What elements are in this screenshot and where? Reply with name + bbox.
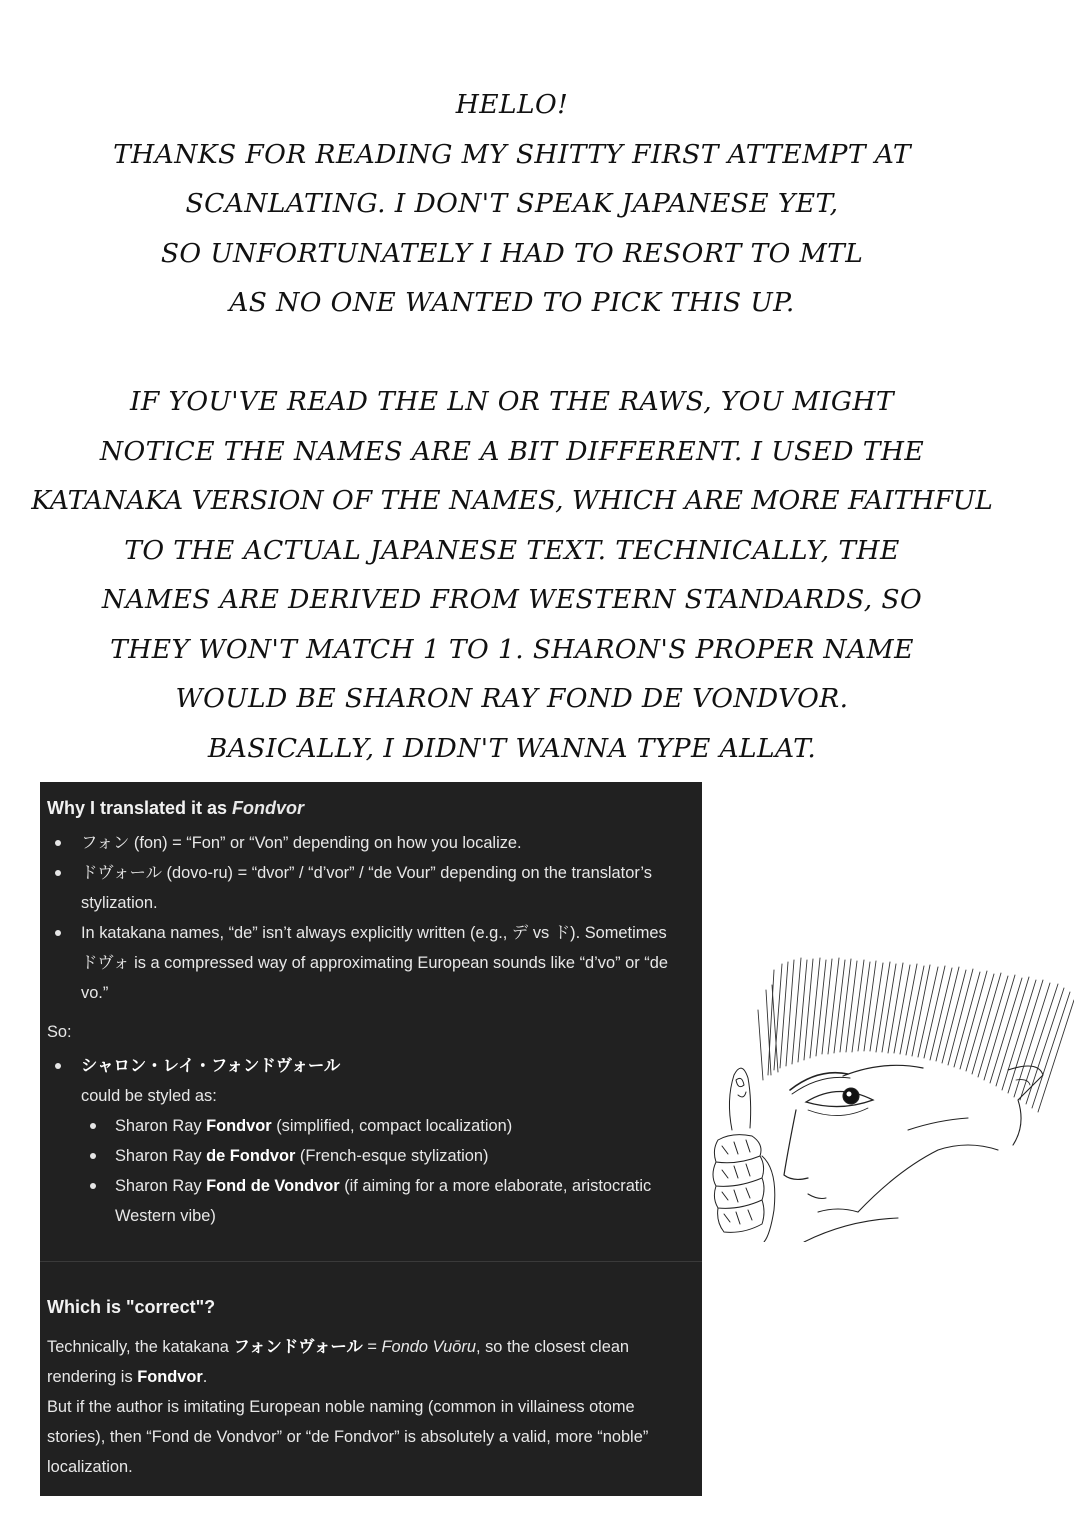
bullet-icon: [90, 1183, 96, 1189]
note-line: SCANLATING. I DON'T SPEAK JAPANESE YET,: [185, 188, 839, 219]
bullet-icon: [55, 870, 61, 876]
bullet-text: vo.”: [81, 984, 109, 1002]
paragraph-gap: [0, 328, 1024, 378]
text: Technically, the katakana: [47, 1338, 234, 1356]
bullet-icon: [55, 840, 61, 846]
bullet-icon: [55, 930, 61, 936]
text: rendering is: [47, 1368, 138, 1386]
option-prefix: Sharon Ray: [115, 1117, 207, 1135]
note-line: SO UNFORTUNATELY I HAD TO RESORT TO MTL: [160, 237, 864, 269]
section-divider: [40, 1261, 702, 1262]
heading-emphasis: Fondvor: [232, 798, 305, 818]
name-option-cont: Western vibe): [115, 1207, 216, 1225]
bullet-text: ドヴォール (dovo-ru) = “dvor” / “d’vor” / “de Vour” depending on the translator’s: [81, 864, 652, 882]
bullet-icon: [90, 1153, 96, 1159]
heading-text: Why I translated it as: [47, 798, 233, 818]
bullet-text: ドヴォ is a compressed way of approximating European sounds like “d’vo” or “de: [81, 954, 668, 972]
option-bold: Fond de Vondvor: [206, 1177, 340, 1195]
note-line: KATANAKA VERSION OF THE NAMES, WHICH ARE MORE FAITHFUL: [31, 485, 993, 516]
paragraph-line: localization.: [47, 1458, 133, 1476]
note-line: NAMES ARE DERIVED FROM WESTERN STANDARDS, SO: [101, 584, 923, 615]
bullet-text: stylization.: [81, 894, 158, 912]
bullet-icon: [90, 1123, 96, 1129]
note-line: WOULD BE SHARON RAY FOND DE VONDVOR.: [175, 683, 849, 714]
note-line: NOTICE THE NAMES ARE A BIT DIFFERENT. I USED THE: [99, 435, 925, 467]
name-option: [115, 1171, 651, 1201]
paragraph-line: [47, 1332, 629, 1362]
sketch-face-illustration: [708, 950, 1074, 1242]
chat-screenshot: [40, 782, 702, 1496]
paragraph-line: [47, 1362, 207, 1392]
note-line: THANKS FOR READING MY SHITTY FIRST ATTEMPT AT: [113, 138, 911, 170]
bullet-icon: [55, 1063, 61, 1069]
bullet-text: フォン (fon) = “Fon” or “Von” depending on how you localize.: [81, 834, 522, 852]
option-bold: Fondvor: [206, 1117, 272, 1135]
note-line: BASICALLY, I DIDN'T WANNA TYPE ALLAT.: [207, 732, 817, 764]
paragraph-line: stories), then “Fond de Vondvor” or “de Fondvor” is absolutely a valid, more “noble”: [47, 1428, 649, 1446]
bullet-text: In katakana names, “de” isn’t always explicitly written (e.g., デ vs ド). Sometimes: [81, 924, 667, 942]
text: , so the closest clean: [475, 1338, 630, 1356]
option-suffix: (French-esque stylization): [295, 1147, 489, 1165]
option-prefix: Sharon Ray: [115, 1147, 207, 1165]
translator-note: [0, 80, 1024, 773]
name-option: [115, 1111, 512, 1141]
note-line: AS NO ONE WANTED TO PICK THIS UP.: [229, 287, 795, 318]
heading-which-correct: Which is "correct"?: [47, 1297, 216, 1317]
hair-strokes: [758, 958, 1074, 1112]
paragraph-line: But if the author is imitating European noble naming (common in villainess otome: [47, 1398, 635, 1416]
note-line: HELLO!: [455, 89, 569, 120]
katakana-name-row: [81, 1051, 340, 1081]
note-line: IF YOU'VE READ THE LN OR THE RAWS, YOU MIGHT: [130, 386, 894, 417]
heading-why-fondvor: [47, 798, 304, 819]
text: .: [202, 1368, 208, 1386]
hand-sketch: [713, 1068, 775, 1242]
option-suffix: (if aiming for a more elaborate, aristocratic: [339, 1177, 652, 1195]
text: =: [362, 1338, 382, 1356]
option-prefix: Sharon Ray: [115, 1177, 207, 1195]
note-line: TO THE ACTUAL JAPANESE TEXT. TECHNICALLY, THE: [124, 534, 900, 566]
fondvor-bold: Fondvor: [137, 1368, 203, 1386]
bullet-text: could be styled as:: [81, 1087, 217, 1105]
romanization: Fondo Vuōru: [381, 1338, 476, 1356]
note-line: THEY WON'T MATCH 1 TO 1. SHARON'S PROPER NAME: [110, 633, 914, 665]
name-option: [115, 1141, 488, 1171]
option-bold: de Fondvor: [206, 1147, 296, 1165]
so-label: So:: [47, 1023, 72, 1041]
option-suffix: (simplified, compact localization): [271, 1117, 513, 1135]
katakana-name: シャロン・レイ・フォンドヴォール: [81, 1057, 341, 1075]
katakana-bold: フォンドヴォール: [233, 1338, 363, 1356]
